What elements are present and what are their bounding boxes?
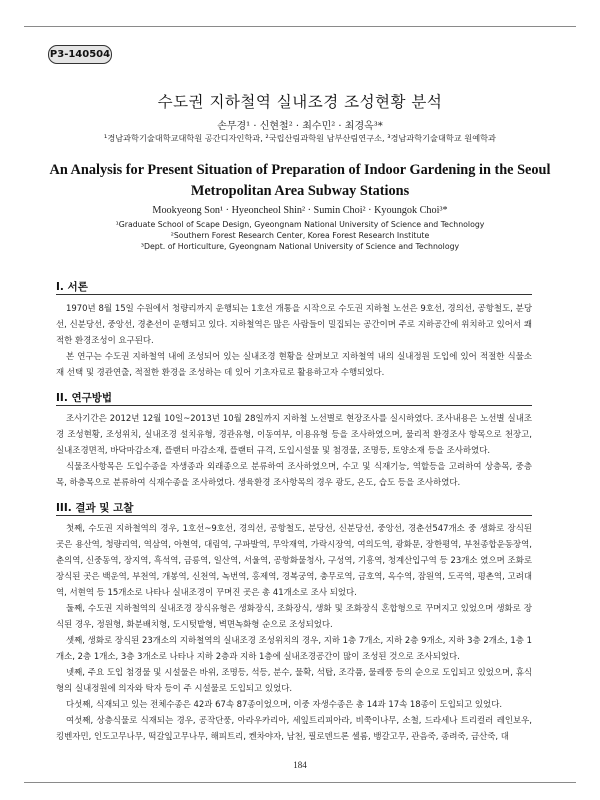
results-paragraph-4: 넷째, 주요 도입 첨경물 및 시설물은 바위, 조명등, 석등, 분수, 물확, 석탑, 조각품, 물레풍 등의 순으로 도입되고 있었으며, 휴식형의 실내정원에 의자와 탁자 등이 주 시설물로 도입되고 있었다. — [56, 667, 532, 693]
results-paragraph-6: 여섯째, 상층식물로 식재되는 경우, 공작단풍, 아라우카리아, 세잎트리피아라, 비쭉이나무, 소철, 드라세나 트리컬러 레인보우, 킹벤자민, 인도고무나무, 떡갈잎고무나무, 해피트리, 켄차야자, 남천, 필로덴드론 셀롬, 뱅갈고무, 관음죽, 종려죽, 금산죽, 대 — [56, 715, 532, 741]
top-divider — [24, 26, 576, 27]
english-authors: Mookyeong Son¹ · Hyeoncheol Shin² · Sumin Choi² · Kyoungok Choi³* — [152, 205, 448, 216]
results-paragraph-3: 셋째, 생화로 장식된 23개소의 지하철역의 실내조경 조성위치의 경우, 지하 1층 7개소, 지하 2층 9개소, 지하 3층 2개소, 1층 1개소, 2층 1개소, 3층 3개소로 나타나 지하 2층과 지하 1층에 실내조경공간이 많이 조성된 것으로 조사되었다. — [56, 635, 532, 661]
page-number: 184 — [293, 760, 307, 770]
results-paragraph-1: 첫째, 수도권 지하철역의 경우, 1호선~9호선, 경의선, 공항철도, 분당선, 신분당선, 중앙선, 경춘선547개소 중 생화로 장식된 곳은 용산역, 청량리역, 역삼역, 아현역, 대림역, 구파발역, 무악재역, 가락시장역, 여의도역, 광화문, 장한평역, 부천종합운동장역, 춘의역, 신중동역, 장지역, 흑석역, 금릉역, 일산역, 서울역, 공항화물청사, 구성역, 기흥역, 청계산입구역 등 23개소 였으며 조화로 장식된 곳은 백운역, 부천역, 개봉역, 신천역, 녹번역, 홍제역, 경복궁역, 충무로역, 금호역, 옥수역, 잠원역, 도곡역, 평촌역, 고려대역, 서현역 등 15개소로 나타나 실내조경이 꾸며진 곳은 총 41개소로 조사 되었다. — [56, 523, 532, 597]
english-title: An Analysis for Present Situation of Preparation of Indoor Gardening in the Seoul Metropolitan Area Subway Stations — [49, 162, 551, 199]
methods-paragraph-1: 조사기간은 2012년 12월 10일~2013년 10월 28일까지 지하철 노선별로 현장조사를 실시하였다. 조사내용은 노선별 실내조경 조성현황, 조성위치, 실내조경 설치유형, 경관유형, 이동여부, 이용유형 등을 조사하였으며, 물리적 환경조사 항목으로 천장고, 실내조경면적, 바닥마감소재, 플랜터 마감소재, 플랜터 규격, 도입시설물 및 첨경물, 조명등, 토양소재 등을 조사하였다. — [56, 413, 532, 455]
methods-heading: II. 연구방법 — [56, 392, 113, 404]
results-paragraph-5: 다섯째, 식재되고 있는 전체수종은 42과 67속 87종이었으며, 이중 자생수종은 총 14과 17속 18종이 도입되고 있었다. — [66, 699, 503, 709]
english-affiliations — [0, 219, 600, 252]
methods-paragraph-2: 식물조사항목은 도입수종을 자생종과 외래종으로 분류하여 조사하였으며, 수고 및 식재기능, 역할등을 고려하여 상층목, 중층목, 하층목으로 분류하여 식재수종을 조사하였다. 생육환경 조사항목의 경우 광도, 온도, 습도 등을 조사하였다. — [56, 461, 532, 487]
affiliation-line: ²Southern Forest Research Center, Korea Forest Research Institute — [170, 231, 430, 240]
affiliation-line: ³Dept. of Horticulture, Gyeongnam National University of Science and Technology — [140, 242, 460, 251]
intro-heading: I. 서론 — [56, 281, 88, 293]
korean-authors: 손무경¹ · 신현철² · 최수민² · 최경옥³* — [217, 121, 383, 132]
affiliation-line: ¹Graduate School of Scape Design, Gyeongnam National University of Science and Technology — [115, 220, 485, 229]
bottom-divider — [24, 782, 576, 783]
paper-code-badge: P3-140504 — [48, 45, 112, 64]
korean-title: 수도권 지하철역 실내조경 조성현황 분석 — [157, 93, 443, 111]
intro-heading-rule — [56, 294, 532, 295]
intro-paragraph-2: 본 연구는 수도권 지하철역 내에 조성되어 있는 실내조경 현황을 살펴보고 지하철역 내의 실내정원 도입에 있어 적절한 식물소재 선택 및 경관연출, 적절한 환경을 조성하는 데 있어 기초자료로 활용하고자 수행되었다. — [56, 351, 532, 377]
results-heading-rule — [56, 515, 532, 516]
results-paragraph-2: 둘째, 수도권 지하철역의 실내조경 장식유형은 생화장식, 조화장식, 생화 및 조화장식 혼합형으로 꾸며지고 있었으며 생화로 장식된 경우, 정원형, 화분배치형, 도시텃밭형, 벽면녹화형 순으로 조성되었다. — [56, 603, 532, 629]
intro-paragraph-1: 1970년 8월 15일 수원에서 청량리까지 운행되는 1호선 개통을 시작으로 수도권 지하철 노선은 9호선, 경의선, 공항철도, 분당선, 신분당선, 중앙선, 경춘선이 운행되고 있다. 지하철역은 많은 사람들이 밀집되는 공간이며 주로 지하공간에 위치하고 있어서 쾌적한 환경조성이 요구된다. — [56, 303, 532, 345]
methods-heading-rule — [56, 405, 532, 406]
results-heading: III. 결과 및 고찰 — [56, 502, 134, 514]
korean-affiliations: ¹경남과학기술대학교대학원 공간디자인학과, ²국립산림과학원 남부산림연구소, ³경남과학기술대학교 원예학과 — [104, 133, 496, 143]
